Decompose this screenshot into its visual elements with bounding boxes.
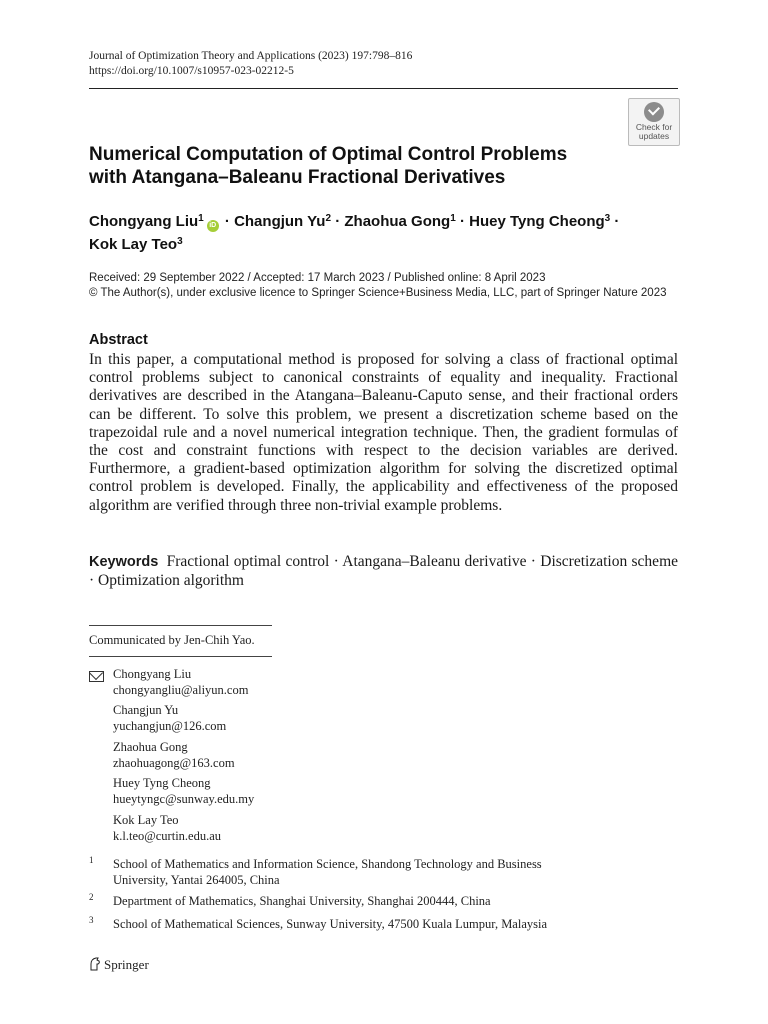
affiliation-line: Department of Mathematics, Shanghai University, Shanghai 200444, China bbox=[113, 894, 491, 908]
check-icon bbox=[644, 102, 664, 122]
contact-entry bbox=[113, 740, 235, 771]
author-name[interactable]: Chongyang Liu bbox=[89, 213, 199, 230]
contact-entry bbox=[113, 813, 221, 844]
author-name[interactable]: Kok Lay Teo bbox=[89, 236, 178, 253]
header-rule bbox=[89, 88, 678, 89]
footnote-rule-2 bbox=[89, 656, 272, 657]
author-separator: · bbox=[224, 213, 230, 230]
contact-entry bbox=[113, 776, 254, 807]
publication-dates bbox=[89, 271, 667, 301]
author-name[interactable]: Zhaohua Gong bbox=[344, 213, 451, 230]
author-separator: · bbox=[335, 213, 341, 230]
author-separator: · bbox=[614, 213, 620, 230]
contact-name: Zhaohua Gong bbox=[113, 740, 188, 754]
check-for-updates-badge[interactable] bbox=[628, 98, 680, 146]
affiliation-number: 2 bbox=[89, 892, 94, 902]
springer-footer bbox=[89, 957, 149, 973]
communicated-by: Communicated by Jen-Chih Yao. bbox=[89, 633, 255, 647]
author-affiliation-mark: 1 bbox=[198, 213, 204, 224]
author-separator: · bbox=[459, 213, 465, 230]
abstract-text: In this paper, a computational method is proposed for solving a class of fractional optimal control problems subject to canonical constraints of equality and inequality. Fractional derivatives are described in the Atangana–Baleanu-Caputo sense, and their fractional orders can be different. To solve this problem, we present a discretization scheme based on the trapezoidal rule and a novel numerical integration technique. Then, the gradient formulas of the cost and constraint functions with respect to the decision variables are derived. Furthermore, a gradient-based optimization algorithm for solving the discretized optimal control problem is developed. Finally, the applicability and effectiveness of the proposed algorithm are verified through three non-trivial example problems. bbox=[89, 351, 678, 514]
keywords-block bbox=[89, 553, 678, 590]
copyright-line: © The Author(s), under exclusive licence to Springer Science+Business Media, LLC, part of Springer Nature 2023 bbox=[89, 287, 667, 299]
contact-name: Kok Lay Teo bbox=[113, 813, 179, 827]
affiliation-entry bbox=[113, 857, 542, 888]
paper-title bbox=[89, 143, 649, 189]
affiliation-entry bbox=[113, 894, 491, 910]
contact-email[interactable]: k.l.teo@curtin.edu.au bbox=[113, 828, 222, 843]
contact-name: Chongyang Liu bbox=[113, 667, 192, 681]
abstract-heading: Abstract bbox=[89, 332, 148, 348]
author-affiliation-mark: 3 bbox=[604, 213, 611, 224]
affiliation-number: 3 bbox=[89, 915, 94, 925]
check-badge-line1: Check for bbox=[635, 122, 673, 132]
title-line-1: Numerical Computation of Optimal Control Problems bbox=[89, 144, 568, 165]
envelope-icon bbox=[89, 671, 104, 682]
springer-horse-icon bbox=[89, 957, 101, 971]
author-name[interactable]: Changjun Yu bbox=[234, 213, 326, 230]
contact-email[interactable]: zhaohuagong@163.com bbox=[113, 755, 235, 770]
contact-entry bbox=[113, 667, 248, 698]
contact-email[interactable]: yuchangjun@126.com bbox=[113, 718, 227, 733]
journal-citation: Journal of Optimization Theory and Applications (2023) 197:798–816 bbox=[89, 50, 413, 62]
keywords-heading: Keywords bbox=[89, 554, 159, 570]
author-list bbox=[89, 209, 689, 255]
contact-name: Huey Tyng Cheong bbox=[113, 776, 211, 790]
contact-entry bbox=[113, 703, 226, 734]
affiliation-line: School of Mathematical Sciences, Sunway University, 47500 Kuala Lumpur, Malaysia bbox=[113, 917, 548, 931]
contact-name: Changjun Yu bbox=[113, 703, 179, 717]
author-name[interactable]: Huey Tyng Cheong bbox=[469, 213, 605, 230]
contact-email[interactable]: hueytyngc@sunway.edu.my bbox=[113, 791, 255, 806]
publisher-name: Springer bbox=[104, 957, 149, 972]
title-line-2: with Atangana–Baleanu Fractional Derivatives bbox=[89, 167, 506, 188]
affiliation-line: University, Yantai 264005, China bbox=[113, 872, 280, 887]
check-badge-line2: updates bbox=[638, 131, 670, 141]
author-affiliation-mark: 3 bbox=[177, 236, 183, 247]
author-affiliation-mark: 1 bbox=[450, 213, 456, 224]
affiliation-number: 1 bbox=[89, 855, 94, 865]
orcid-icon[interactable]: iD bbox=[207, 220, 219, 232]
footnote-rule bbox=[89, 625, 272, 626]
doi-link[interactable]: https://doi.org/10.1007/s10957-023-02212-5 bbox=[89, 65, 294, 77]
affiliation-line: School of Mathematics and Information Science, Shandong Technology and Business bbox=[113, 857, 542, 871]
keywords-text: Fractional optimal control · Atangana–Baleanu derivative · Discretization scheme · Optimization algorithm bbox=[89, 553, 678, 589]
author-affiliation-mark: 2 bbox=[325, 213, 332, 224]
contact-email[interactable]: chongyangliu@aliyun.com bbox=[113, 682, 249, 697]
affiliation-entry bbox=[113, 917, 547, 933]
dates-line: Received: 29 September 2022 / Accepted: 17 March 2023 / Published online: 8 April 2023 bbox=[89, 272, 546, 284]
